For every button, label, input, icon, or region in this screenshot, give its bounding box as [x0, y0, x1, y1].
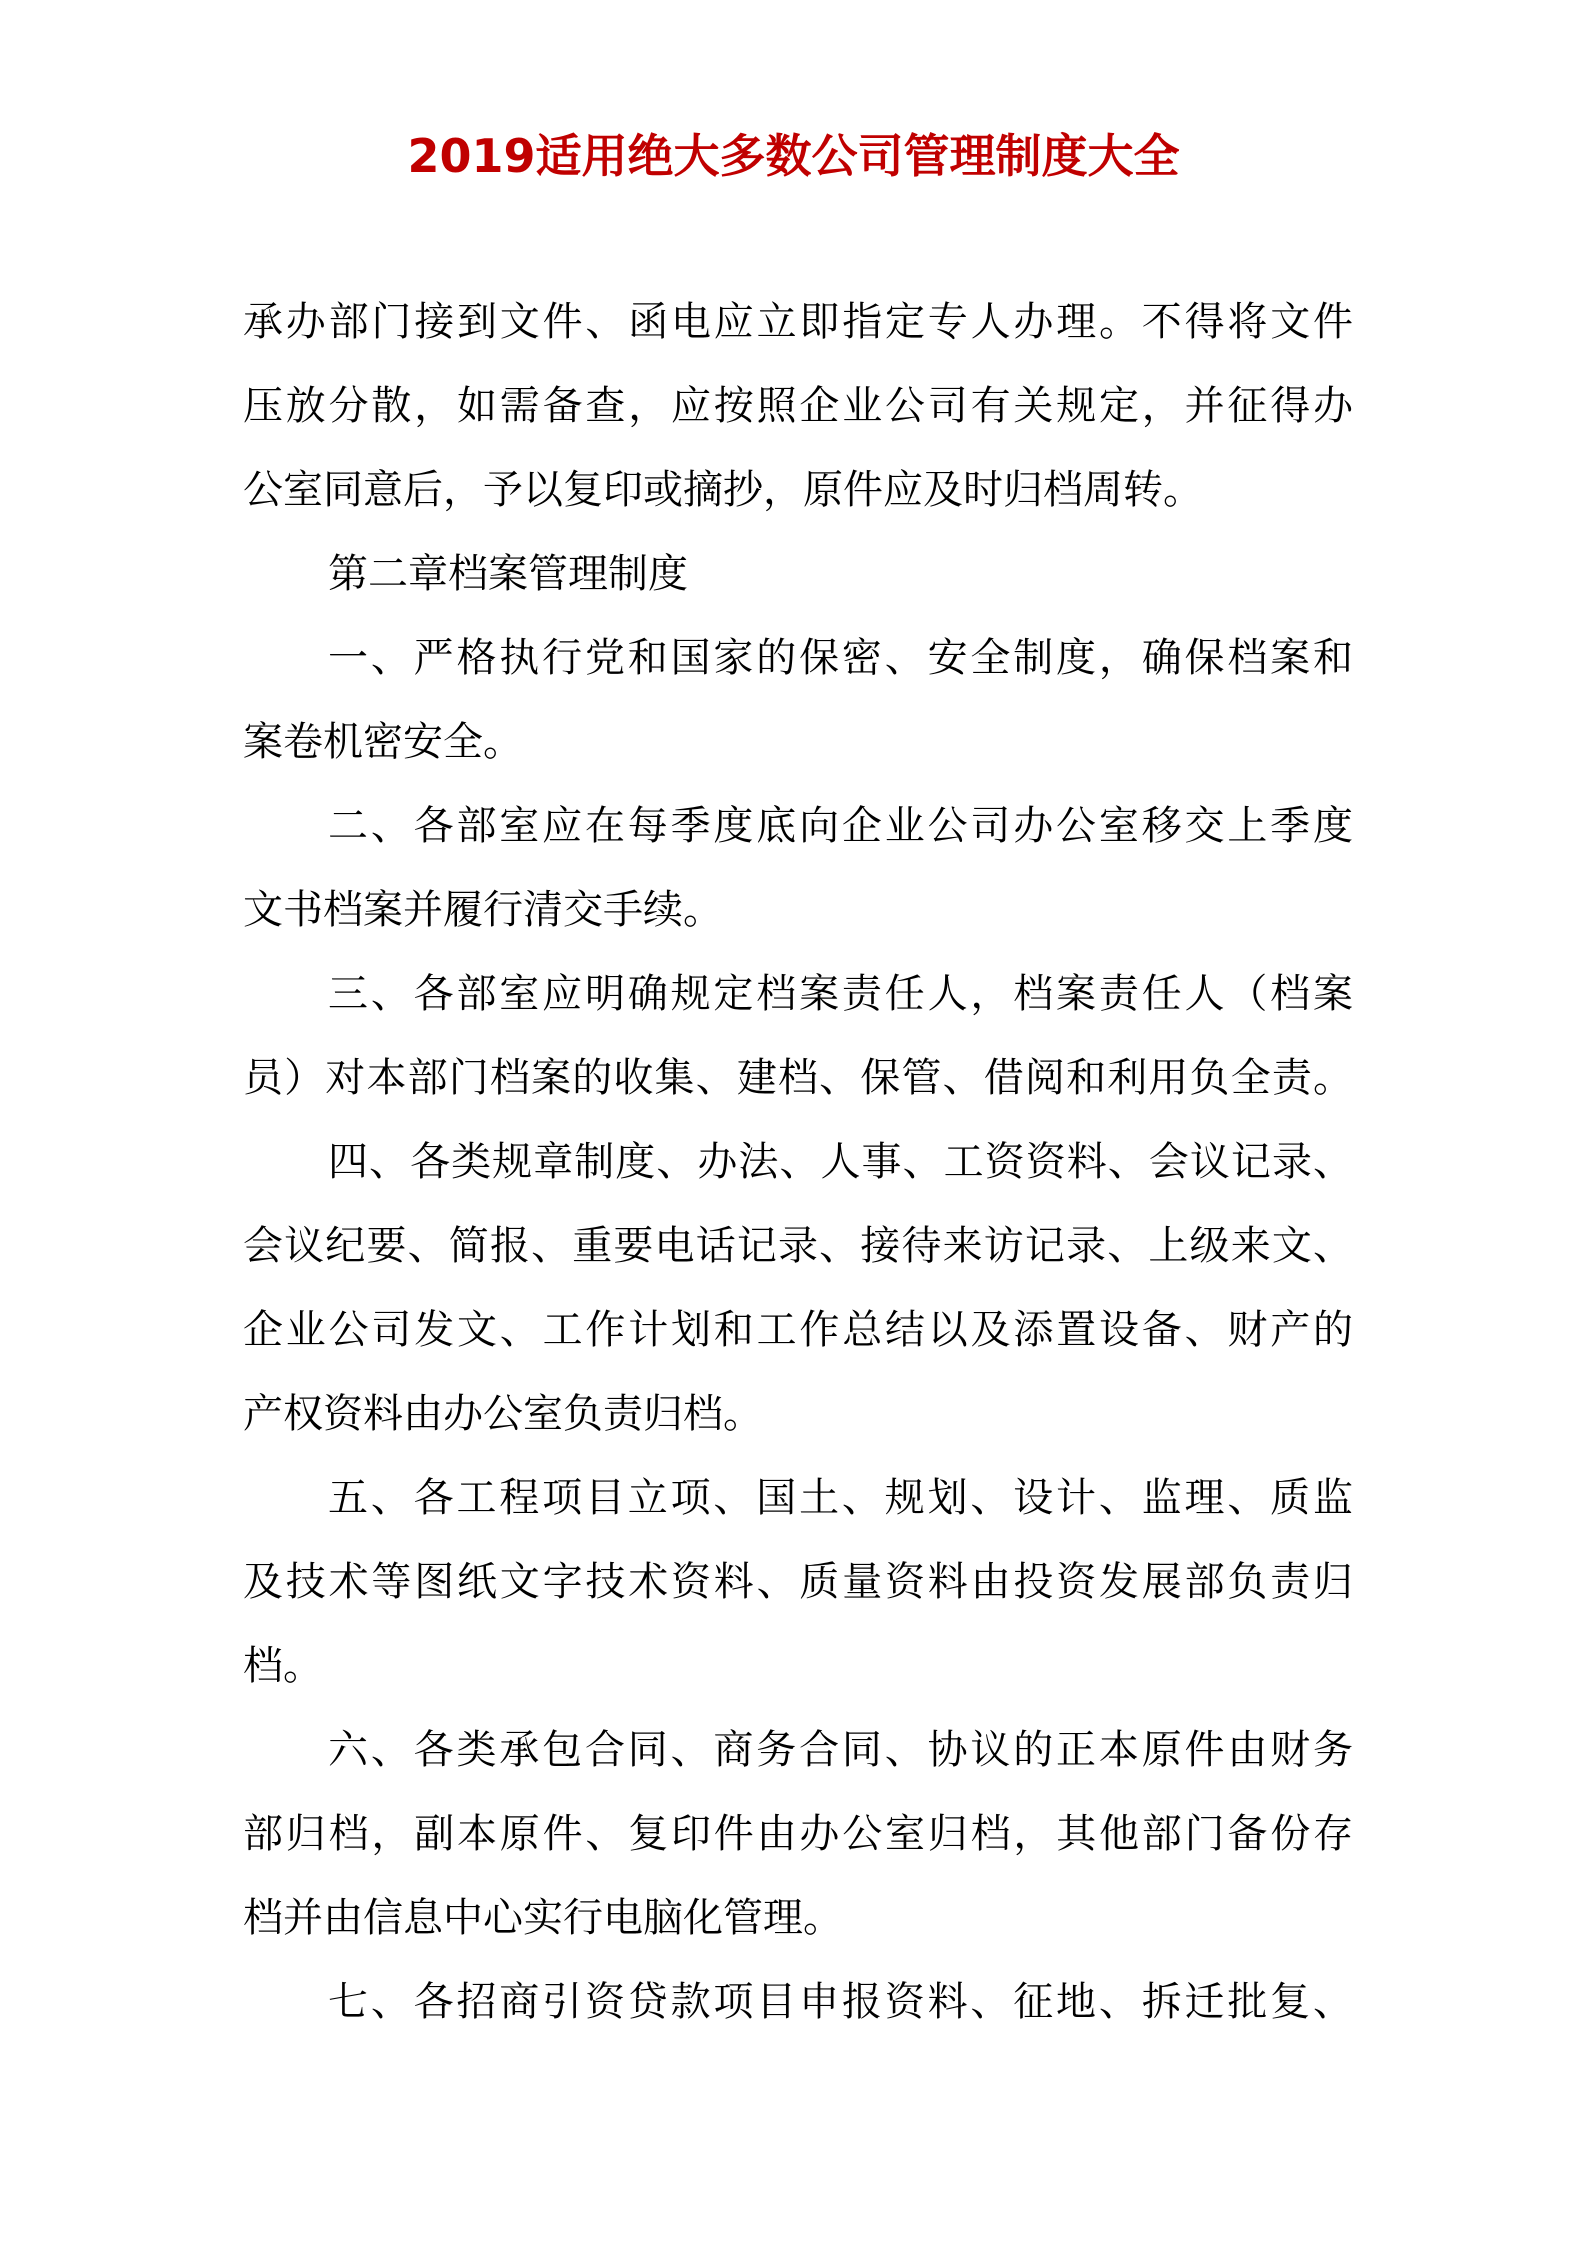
paragraph-line: 一、严格执行党和国家的保密、安全制度，确保档案和 — [328, 635, 1353, 681]
paragraph-line: 案卷机密安全。 — [243, 719, 523, 765]
paragraph-line: 承办部门接到文件、函电应立即指定专人办理。不得将文件 — [243, 299, 1353, 345]
paragraph-line: 四、各类规章制度、办法、人事、工资资料、会议记录、 — [328, 1139, 1353, 1185]
paragraph-line: 会议纪要、简报、重要电话记录、接待来访记录、上级来文、 — [243, 1223, 1353, 1269]
paragraph-line: 五、各工程项目立项、国土、规划、设计、监理、质监 — [328, 1475, 1353, 1521]
paragraph-line: 三、各部室应明确规定档案责任人，档案责任人（档案 — [328, 971, 1353, 1017]
paragraph-line: 档。 — [243, 1643, 323, 1689]
paragraph-line: 公室同意后，予以复印或摘抄，原件应及时归档周转。 — [243, 467, 1203, 513]
paragraph-line: 第二章档案管理制度 — [328, 551, 688, 597]
paragraph-line: 产权资料由办公室负责归档。 — [243, 1391, 763, 1437]
paragraph-line: 及技术等图纸文字技术资料、质量资料由投资发展部负责归 — [243, 1559, 1353, 1605]
document-body — [243, 280, 1353, 2044]
paragraph-line: 企业公司发文、工作计划和工作总结以及添置设备、财产的 — [243, 1307, 1353, 1353]
document-title: 2019适用绝大多数公司管理制度大全 — [407, 129, 1180, 183]
paragraph-line: 文书档案并履行清交手续。 — [243, 887, 723, 933]
paragraph-line: 二、各部室应在每季度底向企业公司办公室移交上季度 — [328, 803, 1353, 849]
paragraph-line: 档并由信息中心实行电脑化管理。 — [243, 1895, 843, 1941]
paragraph-line: 压放分散，如需备查，应按照企业公司有关规定，并征得办 — [243, 383, 1353, 429]
paragraph-line: 六、各类承包合同、商务合同、协议的正本原件由财务 — [328, 1727, 1353, 1773]
paragraph-line: 员）对本部门档案的收集、建档、保管、借阅和利用负全责。 — [243, 1055, 1353, 1101]
paragraph-line: 部归档，副本原件、复印件由办公室归档，其他部门备份存 — [243, 1811, 1353, 1857]
paragraph-line: 七、各招商引资贷款项目申报资料、征地、拆迁批复、 — [328, 1979, 1353, 2025]
